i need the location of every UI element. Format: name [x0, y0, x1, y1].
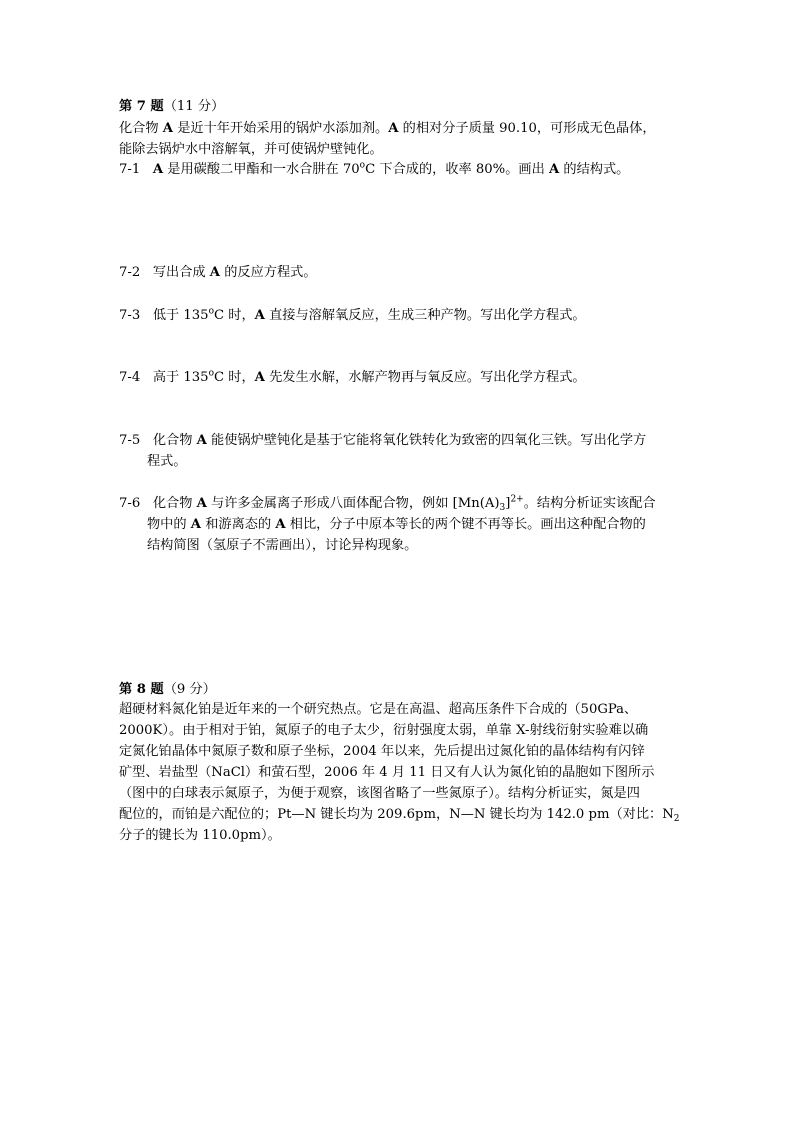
q7-part-6-line-2	[147, 516, 646, 534]
q7-part-3	[119, 307, 586, 325]
compound-a: A	[209, 265, 221, 280]
compound-a: A	[548, 162, 560, 177]
compound-a: A	[196, 496, 207, 511]
q8-line-6	[119, 806, 679, 825]
text: 相比，分子中原本等长的两个键不再等长。画出这种配合物的	[285, 517, 646, 532]
text: 化合物	[152, 496, 197, 511]
text: 的相对分子质量 90.10，可形成无色晶体，	[398, 121, 656, 136]
text: 化合物	[152, 433, 197, 448]
text: 的反应方程式。	[220, 265, 317, 280]
text: 化合物	[119, 121, 163, 136]
subscript: 3	[499, 503, 506, 513]
compound-a: A	[196, 433, 207, 448]
q8-line-7: 分子的键长为 110.0pm）。	[119, 828, 281, 843]
text: 是用碳酸二甲酯和一水合肼在 70	[163, 162, 360, 177]
degree-mark: o	[208, 306, 214, 317]
q7-score: （11 分）	[163, 99, 225, 114]
text: 的结构式。	[559, 162, 630, 177]
text: 是近十年开始采用的锅炉水添加剂。	[173, 121, 389, 136]
q7-title: 第 7 题	[119, 99, 164, 114]
q8-line-2: 2000K）。由于相对于铂，氮原子的电子太少，衍射强度太弱，单靠 X-射线衍射实验难以确	[119, 723, 649, 738]
part-number: 7-5	[119, 433, 141, 448]
text: 能使锅炉壁钝化是基于它能将氧化铁转化为致密的四氧化三铁。写出化学方	[206, 433, 647, 448]
superscript-charge: 2+	[510, 494, 524, 505]
q7-part-4	[119, 369, 586, 387]
text: 与许多金属离子形成八面体配合物，例如 [Mn(A)	[206, 496, 500, 511]
q7-part-6-line-3: 结构简图（氢原子不需画出），讨论异构现象。	[147, 538, 418, 553]
compound-a: A	[254, 370, 265, 385]
part-number: 7-4	[119, 370, 141, 385]
q7-part-6	[119, 495, 656, 514]
degree-mark: o	[359, 160, 366, 171]
text: 和游离态的	[201, 517, 276, 532]
compound-a: A	[190, 517, 201, 532]
q7-part-1	[119, 161, 629, 179]
degree-mark: o	[208, 368, 214, 379]
q7-intro-line-2: 能除去锅炉水中溶解氧，并可使锅炉壁钝化。	[119, 142, 383, 157]
compound-a: A	[152, 162, 164, 177]
text: 先发生水解，水解产物再与氧反应。写出化学方程式。	[264, 370, 586, 385]
part-number: 7-2	[119, 265, 141, 280]
text: 写出合成	[152, 265, 210, 280]
q8-heading	[119, 681, 216, 699]
compound-a: A	[388, 121, 399, 136]
q8-line-3: 定氮化铂晶体中氮原子数和原子坐标，2004 年以来，先后提出过氮化铂的晶体结构有闪锌	[119, 744, 645, 759]
text: 高于 135	[152, 370, 209, 385]
q7-heading	[119, 98, 224, 116]
q8-title: 第 8 题	[119, 682, 164, 697]
text: ]	[505, 496, 511, 511]
compound-a: A	[162, 121, 173, 136]
q7-intro-line-1	[119, 120, 656, 138]
text: C 时，	[214, 370, 255, 385]
q8-line-1: 超硬材料氮化铂是近年来的一个研究热点。它是在高温、超高压条件下合成的（50GPa、	[119, 702, 638, 717]
subscript: 2	[673, 814, 680, 824]
q7-part-5-line-2: 程式。	[147, 454, 187, 469]
q8-line-5: （图中的白球表示氮原子，为便于观察，该图省略了一些氮原子）。结构分析证实，氮是四	[119, 786, 640, 801]
part-number: 7-3	[119, 308, 141, 323]
text: C 下合成的，收率 80%。画出	[365, 162, 549, 177]
compound-a: A	[254, 308, 265, 323]
q8-score: （9 分）	[163, 682, 216, 697]
q7-part-2	[119, 264, 317, 282]
text: C 时，	[214, 308, 255, 323]
text: 直接与溶解氧反应，生成三种产物。写出化学方程式。	[264, 308, 586, 323]
text: 物中的	[147, 517, 191, 532]
compound-a: A	[275, 517, 286, 532]
text: 低于 135	[152, 308, 209, 323]
text: 。结构分析证实该配合	[523, 496, 656, 511]
text: 配位的，而铂是六配位的；Pt—N 键长均为 209.6pm，N—N 键长均为 142.0 pm（对比：N	[119, 807, 674, 822]
q7-part-5	[119, 432, 646, 450]
q8-line-4: 矿型、岩盐型（NaCl）和萤石型，2006 年 4 月 11 日又有人认为氮化铂的晶胞如下图所示	[119, 765, 655, 780]
part-number: 7-1	[119, 162, 141, 177]
part-number: 7-6	[119, 496, 141, 511]
